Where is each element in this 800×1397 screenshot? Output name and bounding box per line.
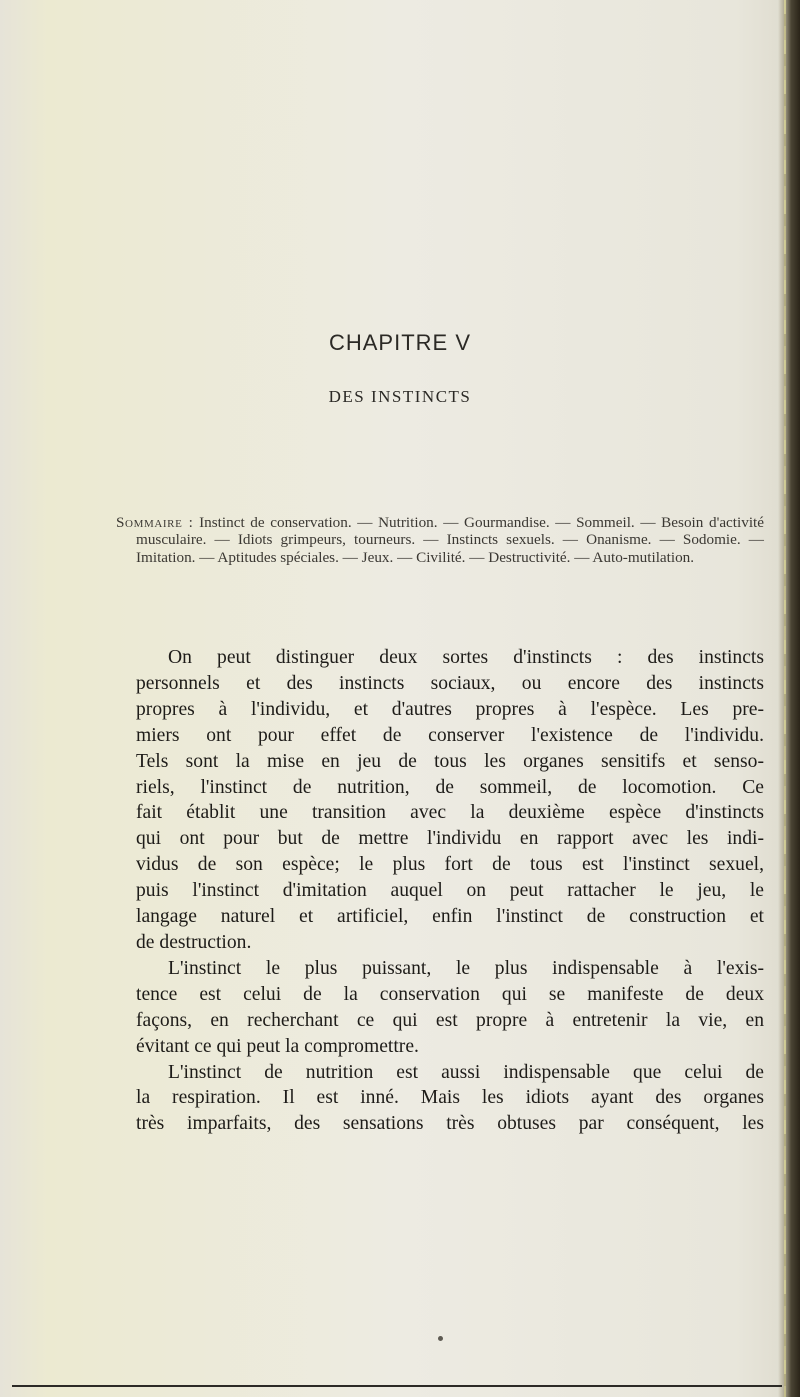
text-line: personnels et des instincts sociaux, ou encore des instincts bbox=[136, 672, 764, 694]
text-line: vidus de son espèce; le plus fort de tous est l'instinct sexuel, bbox=[136, 854, 764, 876]
text-line: qui ont pour but de mettre l'individu en rapport avec les indi- bbox=[136, 828, 764, 850]
text-line: On peut distinguer deux sortes d'instincts : des instincts bbox=[168, 647, 764, 668]
ink-speck bbox=[438, 1336, 443, 1341]
bottom-rule bbox=[12, 1385, 782, 1387]
paragraph-2 bbox=[104, 956, 764, 1060]
text-line: la respiration. Il est inné. Mais les idiots ayant des organes bbox=[136, 1087, 764, 1109]
text-line: façons, en recherchant ce qui est propre à entretenir la vie, en bbox=[136, 1009, 764, 1031]
text-line: fait établit une transition avec la deuxième espèce d'instincts bbox=[136, 802, 764, 824]
text-line: de destruction. bbox=[136, 931, 252, 953]
text-line: L'instinct le plus puissant, le plus indispensable à l'exis- bbox=[168, 957, 764, 979]
paragraph-3 bbox=[104, 1060, 764, 1138]
text-line: L'instinct de nutrition est aussi indispensable que celui de bbox=[168, 1061, 764, 1083]
text-line: langage naturel et artificiel, enfin l'instinct de construction et bbox=[136, 906, 764, 928]
summary-label: Sommaire : bbox=[116, 514, 194, 531]
body-text bbox=[104, 645, 764, 1137]
text-line: puis l'instinct d'imitation auquel on peut rattacher le jeu, le bbox=[136, 880, 764, 902]
summary-text: Instinct de conservation. — Nutrition. — Gourmandise. — Sommeil. — Besoin d'activité musculaire. — Idiots grimpeurs, tourneurs. — Instincts sexuels. — Onanisme. — Sodomie. — Imitation. — Aptitudes spéciales. — Jeux. — Civilité. — Destructivité. — Auto-mutilation. bbox=[136, 514, 765, 566]
summary-paragraph bbox=[116, 514, 764, 566]
text-line: miers ont pour effet de conserver l'existence de l'individu. bbox=[136, 724, 764, 746]
paragraph-1 bbox=[104, 645, 764, 956]
text-line: tence est celui de la conservation qui se manifeste de deux bbox=[136, 983, 764, 1005]
text-line: riels, l'instinct de nutrition, de sommeil, de locomotion. Ce bbox=[136, 776, 764, 798]
chapter-subtitle: DES INSTINCTS bbox=[328, 387, 472, 406]
chapter-summary bbox=[116, 514, 764, 566]
text-line: évitant ce qui peut la compromettre. bbox=[136, 1035, 419, 1057]
chapter-title: CHAPITRE V bbox=[328, 330, 472, 355]
text-line: propres à l'individu, et d'autres propres à l'espèce. Les pre- bbox=[136, 698, 764, 720]
page-binding-shadow bbox=[778, 0, 800, 1397]
text-line: très imparfaits, des sensations très obtuses par conséquent, les bbox=[136, 1113, 764, 1135]
text-line: Tels sont la mise en jeu de tous les organes sensitifs et senso- bbox=[136, 750, 764, 772]
